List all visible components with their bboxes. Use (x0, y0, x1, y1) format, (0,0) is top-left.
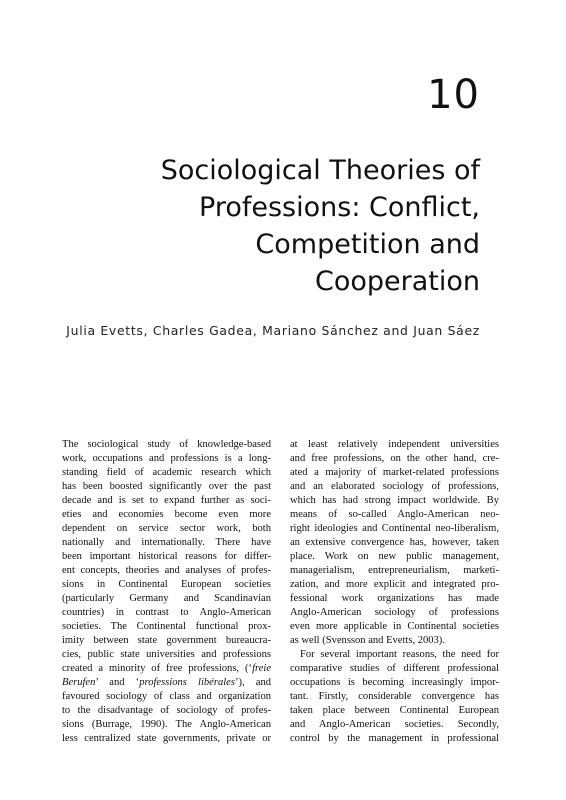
chapter-authors: Julia Evetts, Charles Gadea, Mariano Sánchez and Juan Sáez (66, 323, 480, 338)
text-line: as well (Svensson and Evetts, 2003). (290, 635, 445, 646)
text-line: to the disadvantage of sociology of profes- (62, 705, 271, 716)
text-line: zation, and more explicit and integrated pro- (290, 579, 499, 590)
text-line: been important historical reasons for differ- (62, 551, 271, 562)
text-line: (particularly Germany and Scandinavian (62, 593, 271, 604)
chapter-title-line: Professions: Conflict, (199, 192, 480, 223)
text-line: ated a majority of market-related professions (290, 467, 499, 478)
text-line: Anglo-American sociology of professions (290, 607, 499, 618)
text-line: societies. The Continental functional prox- (62, 621, 271, 632)
text-line: and Anglo-American societies. Secondly, (290, 719, 499, 730)
text-line: created a minority of free professions, (‘freie (62, 663, 271, 674)
text-line: sions (Burrage, 1990). The Anglo-American (62, 719, 271, 730)
text-line: and free professions, on the other hand, cre- (290, 453, 499, 464)
text-column-left (62, 438, 271, 758)
text-line: occupations is becoming increasingly impor- (290, 677, 499, 688)
text-line: has been boosted significantly over the past (62, 481, 271, 492)
text-line: sions in Continental European societies (62, 579, 271, 590)
text-line: which has had strong impact worldwide. By (290, 495, 499, 506)
text-line: decade and is set to expand further as soci- (62, 495, 271, 506)
text-line: place. Work on new public management, (290, 551, 499, 562)
chapter-number: 10 (427, 72, 480, 118)
text-line: imity between state government bureaucra- (62, 635, 271, 646)
text-line: cies, public state universities and professions (62, 649, 271, 660)
chapter-title-line: Cooperation (314, 266, 480, 297)
chapter-title (60, 152, 480, 300)
text-line: The sociological study of knowledge-based (62, 439, 271, 450)
text-line: even more applicable in Continental societies (290, 621, 499, 632)
text-column-right (290, 438, 499, 758)
text-line: right ideologies and Continental neo-liberalism, (290, 523, 499, 534)
text-line: means of so-called Anglo-American neo- (290, 509, 499, 520)
text-line: dependent on service sector work, both (62, 523, 271, 534)
text-line: work, occupations and professions is a long- (62, 453, 271, 464)
chapter-title-line: Competition and (255, 229, 480, 260)
text-line: favoured sociology of class and organization (62, 691, 271, 702)
text-line: less centralized state governments, private or (62, 733, 271, 744)
body-text (62, 438, 499, 758)
text-line: eties and economies become even more (62, 509, 271, 520)
text-line: comparative studies of different professional (290, 663, 499, 674)
text-line: standing field of academic research which (62, 467, 271, 478)
text-line: an extensive convergence has, however, taken (290, 537, 499, 548)
text-line: managerialism, entrepreneurialism, marketi- (290, 565, 499, 576)
text-line: tant. Firstly, considerable convergence has (290, 691, 499, 702)
text-line: taken place between Continental European (290, 705, 499, 716)
chapter-title-line: Sociological Theories of (160, 155, 480, 186)
text-line: nationally and internationally. There have (62, 537, 271, 548)
text-line: countries) in contrast to Anglo-American (62, 607, 271, 618)
text-line: and an elaborated sociology of professions, (290, 481, 499, 492)
text-line: Berufen’ and ‘professions libérales’), and (62, 677, 272, 688)
text-line: For several important reasons, the need for (300, 649, 499, 660)
text-line: at least relatively independent universities (290, 439, 499, 450)
text-line: fessional work organizations has made (290, 593, 499, 604)
text-line: ent concepts, theories and analyses of profes- (62, 565, 271, 576)
text-line: control by the management in professional (290, 733, 499, 744)
